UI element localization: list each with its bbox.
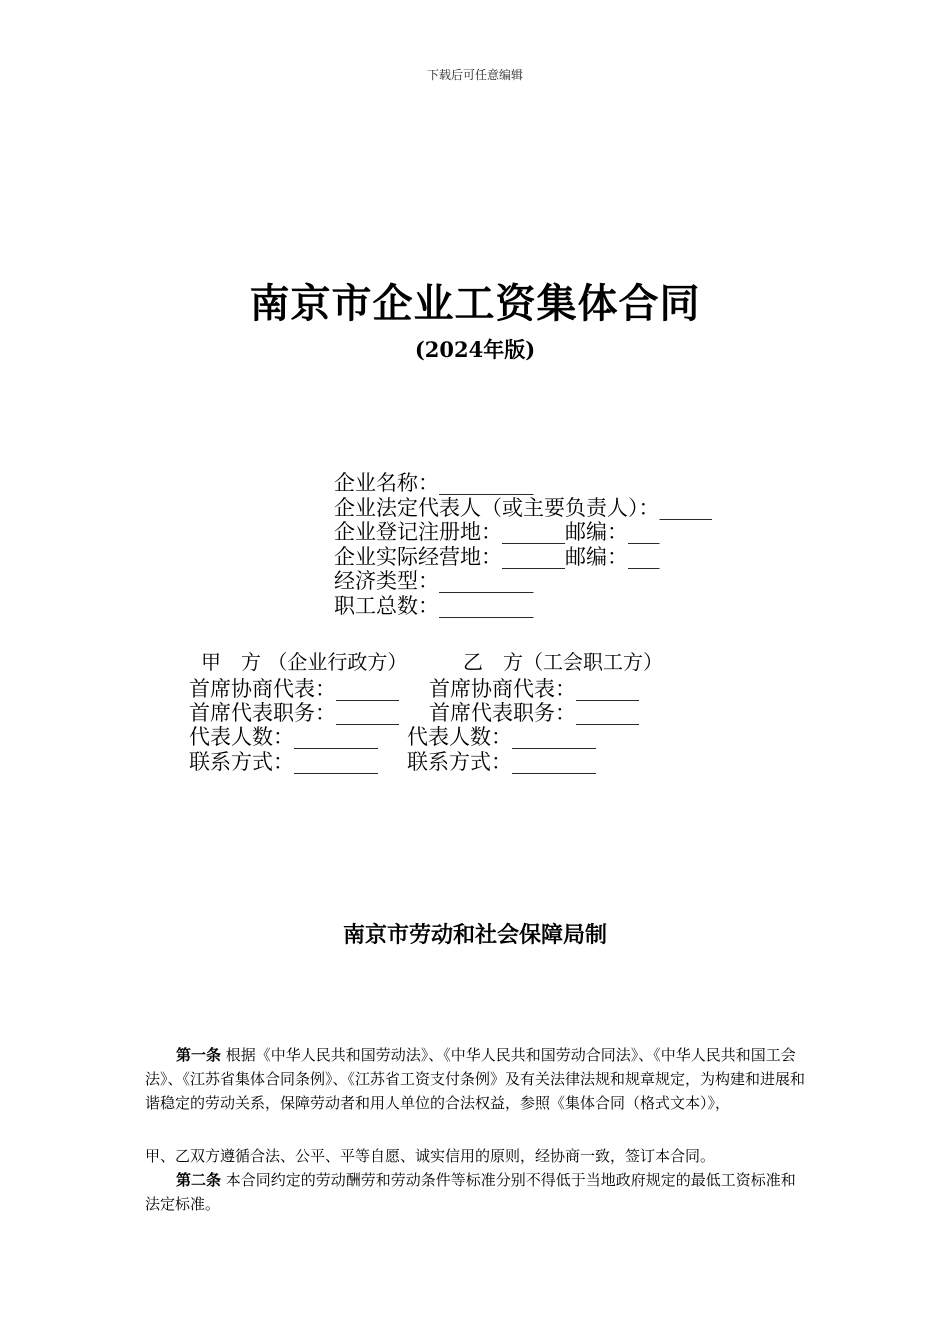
article-1-continuation: 甲、乙双方遵循合法、公平、平等自愿、诚实信用的原则，经协商一致，签订本合同。 [145,1147,716,1165]
document-title: 南京市企业工资集体合同 [249,281,701,327]
economic-type-field: 经济类型：_________ [334,569,534,593]
operating-address-field: 企业实际经营地：______邮编：___ [334,544,660,569]
employee-count-field: 职工总数：_________ [334,593,534,618]
party-a-contact: 联系方式：________ [189,750,378,774]
party-a-rep-count: 代表人数：________ [189,725,378,749]
party-a-heading: 甲 方 （企业行政方） [201,650,408,674]
article-2-label: 第二条 [176,1171,222,1189]
party-a-chief-negotiator: 首席协商代表：______ [189,677,399,701]
party-b-rep-count: 代表人数：________ [407,725,596,749]
issuer-label: 南京市劳动和社会保障局制 [342,923,607,948]
article-1 [145,1043,807,1116]
header-note: 下载后可任意编辑 [426,68,523,82]
registered-address-field: 企业登记注册地：______邮编：___ [334,520,660,544]
legal-representative-field: 企业法定代表人（或主要负责人）：_____ [334,495,712,520]
edition-label: (2024年版) [414,337,536,362]
party-b-contact: 联系方式：________ [407,750,596,774]
enterprise-info-block [334,471,712,618]
article-1-label: 第一条 [176,1046,222,1064]
enterprise-name-field: 企业名称：_________ [334,471,534,495]
party-a-chief-title: 首席代表职务：______ [189,701,399,725]
party-b-chief-negotiator: 首席协商代表：______ [429,677,639,701]
party-b-heading: 乙 方（工会职工方） [463,650,663,674]
article-1-text: 根据《中华人民共和国劳动法》、《中华人民共和国劳动合同法》、《中华人民共和国工会法》、《江苏省集体合同条例》、《江苏省工资支付条例》及有关法律法规和规章规定，为构建和进展和谐稳定的劳动关系，保障劳动者和用人单位的合法权益，参照《集体合同（格式文本）》， [145,1046,806,1113]
article-2 [145,1168,807,1216]
article-2-text: 本合同约定的劳动酬劳和劳动条件等标准分别不得低于当地政府规定的最低工资标准和法定标准。 [145,1171,796,1214]
party-b-chief-title: 首席代表职务：______ [429,701,639,725]
